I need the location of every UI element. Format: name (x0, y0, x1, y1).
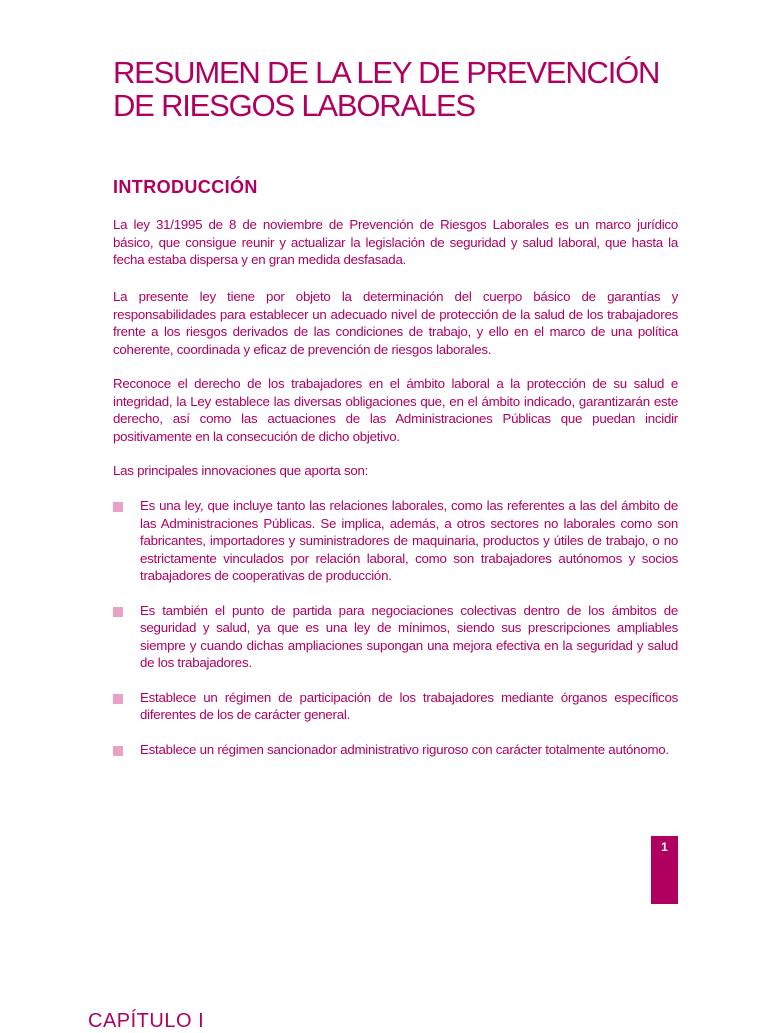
square-bullet-icon (113, 607, 123, 617)
list-item (113, 741, 678, 759)
square-bullet-icon (113, 694, 123, 704)
paragraph-2: La presente ley tiene por objeto la determinación del cuerpo básico de garantías y responsabilidades para establecer un adecuado nivel de protección de la salud de los trabajadores frente a los riesgos derivados de las condiciones de trabajo, y ello en el marco de una política coherente, coordinada y eficaz de prevención de riesgos laborales. (113, 289, 678, 357)
square-bullet-icon (113, 502, 123, 512)
list-item (113, 602, 678, 672)
title-line-2: DE RIESGOS LABORALES (113, 88, 475, 123)
list-item (113, 689, 678, 724)
list-item-text: Establece un régimen de participación de los trabajadores mediante órganos específicos diferentes de los de carácter general. (140, 689, 678, 722)
paragraph-3: Reconoce el derecho de los trabajadores en el ámbito laboral a la protección de su salud e integridad, la Ley establece las diversas obligaciones que, en el ámbito indicado, garantizarán este derecho, así como las actuaciones de las Administraciones Públicas que puedan incidir positivamente en la consecución de dicho objetivo. (113, 376, 678, 444)
list-item-text: Es también el punto de partida para negociaciones colectivas dentro de los ámbitos de seguridad y salud, ya que es una ley de mínimos, siendo sus prescripciones ampliables siempre y cuando dichas ampliaciones supongan una mejora efectiva en la seguridad y salud de los trabajadores. (140, 602, 678, 670)
section-heading: INTRODUCCIÓN (113, 177, 258, 197)
title-line-1: RESUMEN DE LA LEY DE PREVENCIÓN (113, 55, 660, 90)
list-item (113, 497, 678, 585)
list-item-text: Es una ley, que incluye tanto las relaciones laborales, como las referentes a las del ámbito de las Administraciones Públicas. Se implica, además, a otros sectores no laborales como son fabricantes, importadores y suministradores de maquinaria, productos y útiles de trabajo, o no estrictamente vinculados por relación laboral, como son trabajadores autónomos y socios trabajadores de cooperativas de producción. (140, 498, 678, 583)
square-bullet-icon (113, 746, 123, 756)
list-item-text: Establece un régimen sancionador administrativo riguroso con carácter totalmente autónomo. (140, 741, 669, 757)
next-chapter-heading: CAPÍTULO I (88, 1010, 205, 1032)
page-number: 1 (661, 840, 668, 854)
innovations-list (113, 497, 678, 758)
paragraph-1: La ley 31/1995 de 8 de noviembre de Prevención de Riesgos Laborales es un marco jurídico básico, que consigue reunir y actualizar la legislación de seguridad y salud laboral, que hasta la fecha estaba dispersa y en gran medida desfasada. (113, 217, 678, 267)
document-title (113, 56, 693, 122)
paragraph-4: Las principales innovaciones que aporta son: (113, 463, 369, 478)
page-number-tab (651, 836, 678, 904)
